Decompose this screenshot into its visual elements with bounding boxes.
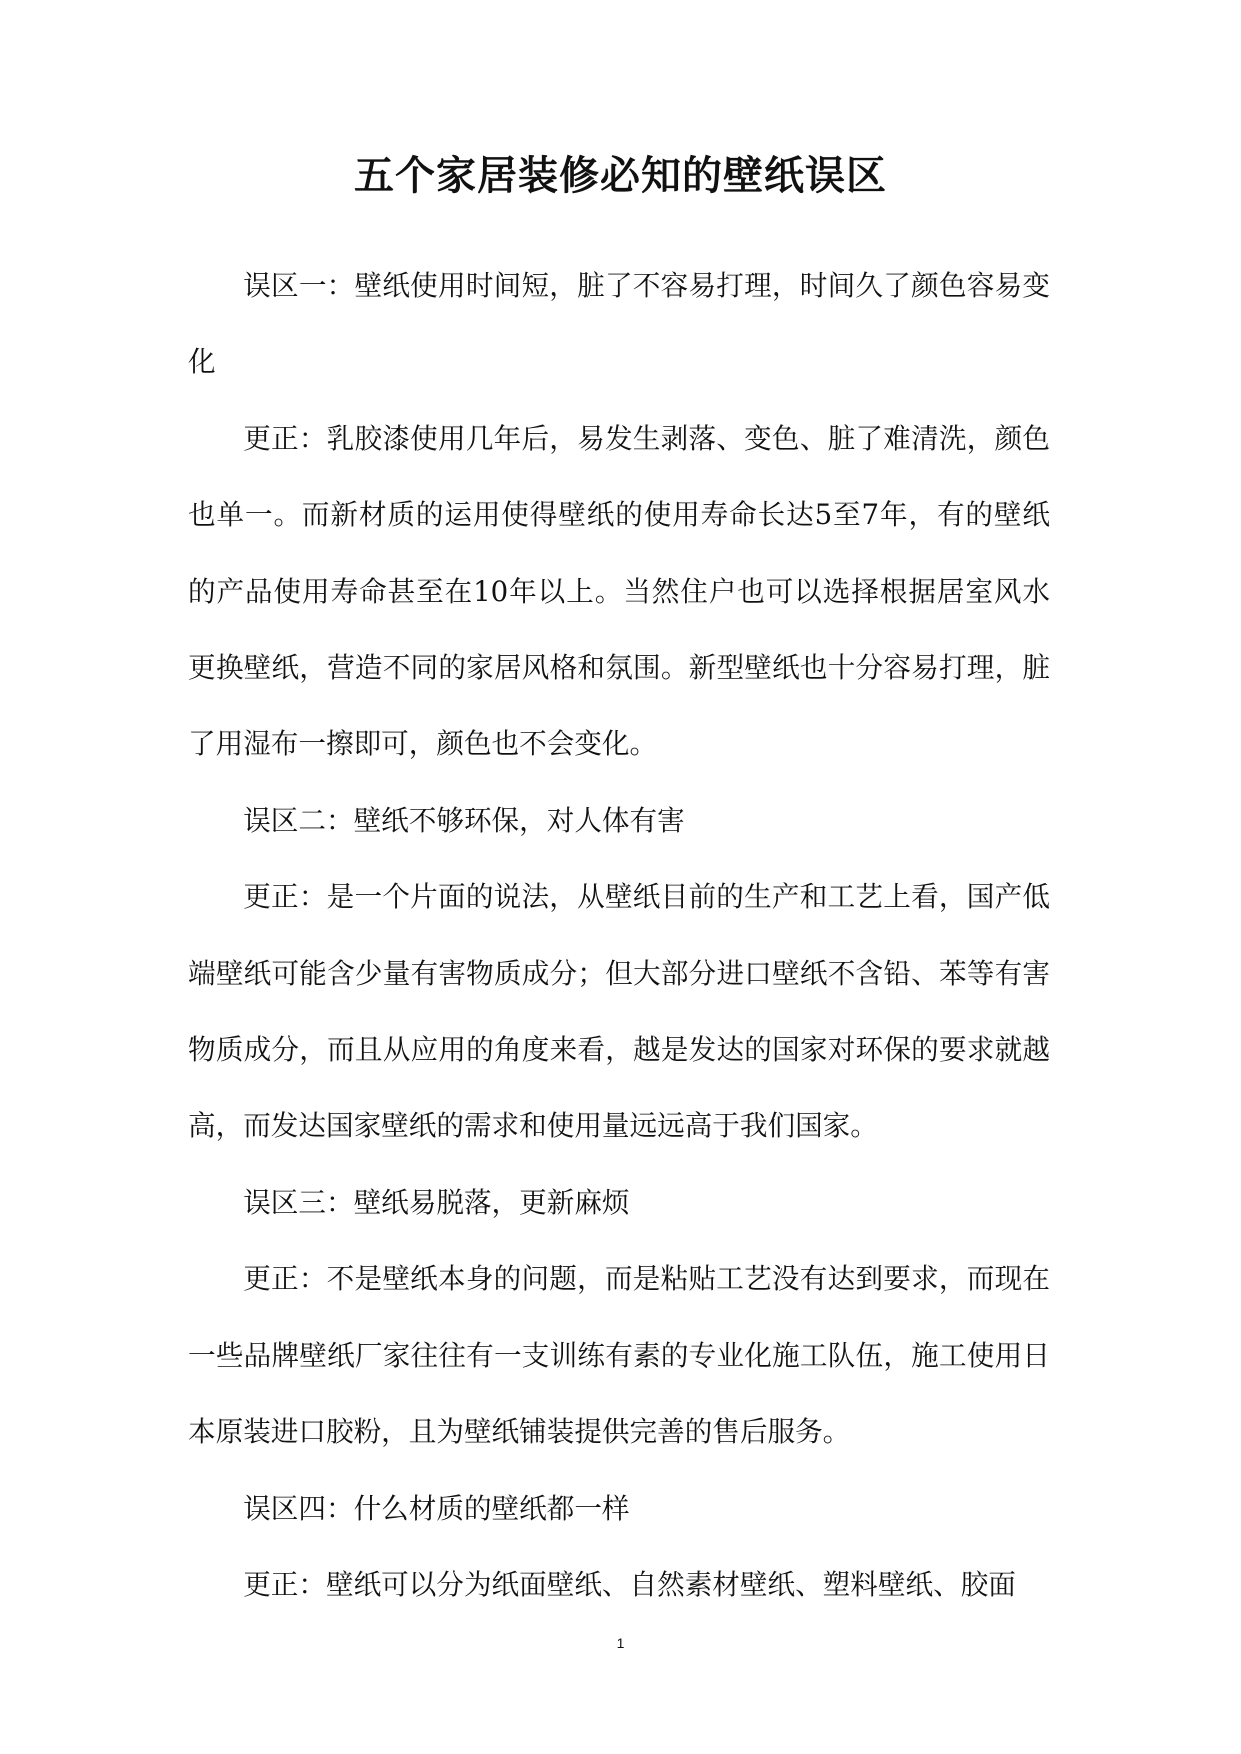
- page-number: 1: [616, 1635, 625, 1651]
- paragraph-correction-4: 更正：壁纸可以分为纸面壁纸、自然素材壁纸、塑料壁纸、胶面: [243, 1567, 1016, 1601]
- paragraph-correction-3: 更正：不是壁纸本身的问题，而是粘贴工艺没有达到要求，而现在一些品牌壁纸厂家往往有一支训练有素的专业化施工队伍，施工使用日本原装进口胶粉，且为壁纸铺装提供完善的售后服务。: [188, 1262, 1050, 1449]
- paragraph-misconception-3: 误区三：壁纸易脱落，更新麻烦: [243, 1185, 630, 1219]
- paragraph-misconception-2: 误区二：壁纸不够环保，对人体有害: [243, 803, 685, 837]
- paragraph-correction-1: 更正：乳胶漆使用几年后，易发生剥落、变色、脏了难清洗，颜色也单一。而新材质的运用使得壁纸的使用寿命长达5至7年，有的壁纸的产品使用寿命甚至在10年以上。当然住户也可以选择根据居室风水更换壁纸，营造不同的家居风格和氛围。新型壁纸也十分容易打理，脏了用湿布一擦即可，颜色也不会变化。: [188, 421, 1050, 761]
- paragraph-misconception-4: 误区四：什么材质的壁纸都一样: [243, 1491, 630, 1525]
- document-body: [188, 248, 1050, 1623]
- paragraph-correction-2: 更正：是一个片面的说法，从壁纸目前的生产和工艺上看，国产低端壁纸可能含少量有害物质成分；但大部分进口壁纸不含铅、苯等有害物质成分，而且从应用的角度来看，越是发达的国家对环保的要求就越高，而发达国家壁纸的需求和使用量远远高于我们国家。: [188, 880, 1050, 1143]
- document-title: 五个家居装修必知的壁纸误区: [354, 152, 887, 199]
- paragraph-misconception-1: 误区一：壁纸使用时间短，脏了不容易打理，时间久了颜色容易变化: [188, 269, 1050, 379]
